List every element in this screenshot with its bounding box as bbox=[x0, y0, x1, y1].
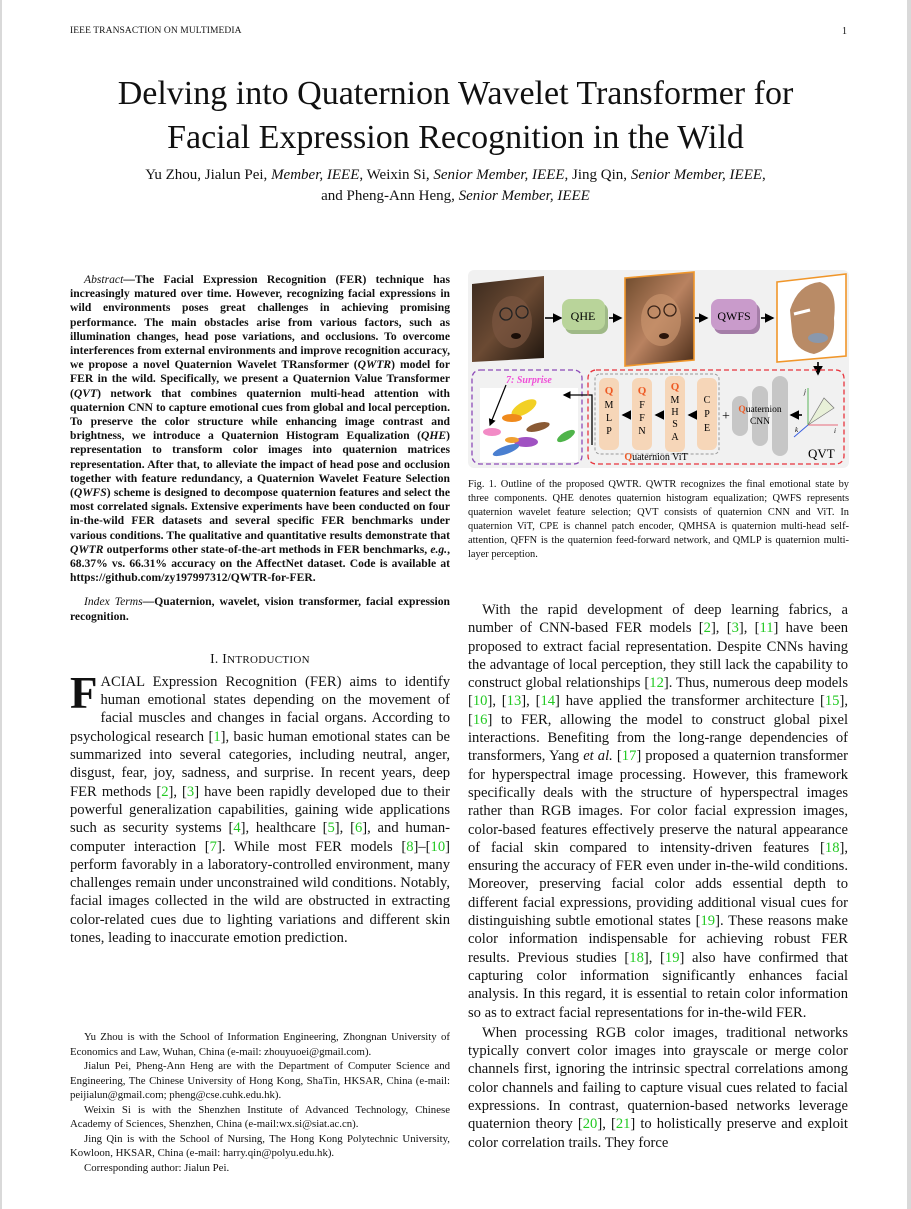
index-terms bbox=[70, 595, 450, 623]
cpe-block bbox=[697, 378, 717, 450]
footnote: Jing Qin is with the School of Nursing, The Hong Kong Polytechnic University, Kowloon, HKSAR, China (e-mail: harry.qin@polyu.edu.hk). bbox=[70, 1132, 450, 1159]
abstract-text: ) representation to transform color images into quaternion matrices representation. After that, to alleviate the impact of head pose and occlusion together with feature redundancy, a Quaternion Wavelet Feature Selection ( bbox=[70, 429, 450, 500]
citation-link[interactable]: 8 bbox=[406, 838, 414, 855]
footnote: Jialun Pei, Pheng-Ann Heng are with the Department of Computer Science and Engineering, The Chinese University of Hong Kong, ShaTin, HKSAR, China (e-mail: peijialun@gmail.com; pheng@cse.cuhk.edu.hk). bbox=[70, 1060, 450, 1101]
section-numeral: I. bbox=[210, 650, 223, 666]
qffn-block bbox=[632, 378, 652, 450]
tsne-plot bbox=[480, 388, 578, 462]
footnote: Corresponding author: Jialun Pei. bbox=[84, 1161, 230, 1174]
figure-1 bbox=[468, 270, 849, 468]
body-text: ], healthcare [ bbox=[240, 820, 328, 837]
body-text: ] have been rapidly developed due to their powerful generalization capabilities, gaining wide applications such as security systems [ bbox=[70, 783, 450, 837]
body-text: [ bbox=[612, 748, 622, 765]
axis-label: k bbox=[795, 426, 799, 434]
paper-title bbox=[0, 72, 911, 160]
qwtr-architecture-diagram bbox=[468, 270, 849, 468]
citation-link[interactable]: 3 bbox=[731, 620, 739, 637]
citation-link[interactable]: 15 bbox=[824, 693, 840, 710]
abstract-text: ) model for FER in the wild. Specifically, we present a Quaternion Value Transformer ( bbox=[70, 358, 450, 400]
block-letter: M bbox=[604, 400, 614, 411]
citation-link[interactable]: 21 bbox=[615, 1116, 631, 1133]
author-names: , Weixin Si, bbox=[359, 167, 434, 183]
body-text: ], and human-computer interaction [ bbox=[70, 820, 450, 855]
enhanced-face-image bbox=[625, 272, 694, 366]
citation-link[interactable]: 19 bbox=[700, 913, 716, 930]
author-role: Senior Member, IEEE bbox=[630, 167, 763, 183]
body-text: When processing RGB color images, traditional networks typically convert color images into grayscale or merge color channels first, ignoring the intrinsic spectral correlations among color channels and failing to capture visual cues related to facial expressions. In contrast, quaternion-based networks leverage quaternion theory [ bbox=[468, 1024, 848, 1133]
citation-link[interactable]: 14 bbox=[540, 693, 556, 710]
block-letter: L bbox=[605, 413, 613, 424]
figure-caption: Fig. 1. Outline of the proposed QWTR. QWTR recognizes the final emotional state by three components. QHE denotes quaternion histogram equalization; QWFS represents quaternion wavelet feature selection; QVT consists of quaternion CNN and ViT. In quaternion ViT, CPE is channel patch encoder, QMHSA is quaternion multi-head self-attention, QFFN is the quaternion feed-forward network, and QMLP is quaternion multi-layer perception. bbox=[468, 479, 849, 561]
citation-link[interactable]: 3 bbox=[186, 783, 195, 800]
body-text: ACIAL Expression Recognition (FER) aims to identify human emotional states depending on the movement of facial muscles and changes in facial organs. According to psychological research [ bbox=[70, 673, 450, 745]
abstract-label: Abstract bbox=[84, 273, 124, 286]
q-letter: Q bbox=[670, 381, 680, 393]
abstract-term: e.g. bbox=[430, 542, 448, 556]
qmhsa-block bbox=[665, 376, 685, 452]
body-text: ], [ bbox=[738, 620, 760, 637]
footnote: Yu Zhou is with the School of Information Engineering, Zhongnan University of Economics and Law, Wuhan, China (e-mail: zhouyuoei@gmail.com). bbox=[70, 1031, 450, 1058]
running-head: IEEE TRANSACTION ON MULTIMEDIA bbox=[70, 26, 242, 36]
body-text: ], [ bbox=[521, 693, 541, 710]
intro-paragraph-3 bbox=[468, 1024, 848, 1152]
qwfs-label: QWFS bbox=[717, 309, 751, 323]
section-heading-introduction bbox=[70, 651, 450, 667]
citation-link[interactable]: 2 bbox=[161, 783, 169, 800]
author-role: Senior Member, IEEE bbox=[458, 188, 590, 204]
block-letter: S bbox=[672, 419, 678, 430]
citation-link[interactable]: 1 bbox=[213, 728, 221, 745]
plus-sign: + bbox=[722, 409, 730, 424]
index-terms-text: —Quaternion, wavelet, vision transformer, facial expression recognition. bbox=[70, 595, 450, 623]
right-column bbox=[468, 601, 848, 1152]
citation-link[interactable]: 6 bbox=[354, 820, 363, 837]
body-text: ], [ bbox=[468, 693, 848, 728]
block-letter: F bbox=[639, 413, 645, 424]
cnn-label: CNN bbox=[749, 417, 771, 427]
abstract-text: ) scheme is designed to decompose quaternion features and select the most correlated signals. Extensive experiments have been conducted on four in-the-wild FER datasets and several specific FER benchmarks under various conditions. The qualitative and quantitative results demonstrate that bbox=[70, 486, 450, 542]
citation-link[interactable]: 7 bbox=[209, 838, 217, 855]
body-text: ] have been proposed to extract facial representation. Despite CNNs having the advantage of local perception, they still lack the capability to construct global relationships [ bbox=[468, 620, 848, 692]
body-text: ], basic human emotional states can be summarized into several categories, including neutral, anger, disgust, fear, joy, sadness, and surprise. In recent years, deep FER methods [ bbox=[70, 728, 450, 800]
author-role: Member, IEEE bbox=[271, 167, 360, 183]
citation-link[interactable]: 4 bbox=[233, 820, 241, 837]
citation-link[interactable]: 12 bbox=[649, 675, 664, 692]
abstract bbox=[70, 273, 450, 585]
block-letter: A bbox=[671, 432, 679, 443]
abstract-text: outperforms other state-of-the-art methods in FER benchmarks, bbox=[103, 542, 431, 556]
body-text: ] perform favorably in a laboratory-controlled environment, many challenges remain under unconstrained wild conditions. Notably, facial images collected in the wild are obstructed in extracting color-related cues due to lighting variations and different skin tones, leading to inaccurate emotion prediction. bbox=[70, 838, 451, 947]
body-text-italic: et al. bbox=[583, 748, 613, 765]
abstract-term: QWTR bbox=[357, 358, 392, 372]
footnote: Weixin Si is with the Shenzhen Institute of Advanced Technology, Chinese Academy of Sciences, Shenzhen, China (e-mail:wx.si@siat.ac.cn). bbox=[70, 1103, 450, 1130]
abstract-text: , 68.37% vs. 66.31% accuracy on the AffectNet dataset. Code is available at https://github.com/zy197997312/QWTR-for-FER. bbox=[70, 542, 450, 585]
intro-paragraph-1 bbox=[70, 667, 451, 947]
block-letter: H bbox=[671, 407, 679, 418]
author-list bbox=[60, 165, 851, 207]
body-text: ] have applied the transformer architecture [ bbox=[555, 693, 825, 710]
citation-link[interactable]: 20 bbox=[582, 1116, 598, 1133]
page-number: 1 bbox=[842, 26, 847, 37]
citation-link[interactable]: 16 bbox=[472, 711, 488, 728]
selected-features-image bbox=[777, 274, 846, 362]
citation-link[interactable]: 19 bbox=[664, 949, 680, 966]
block-letter: E bbox=[703, 423, 711, 434]
abstract-text: ) network that combines quaternion multi-head attention with quaternion CNN to capture emotional cues from global and local perception. To preserve the color structure while enhancing image contrast and brightness, we introduce a Quaternion Histogram Equalization ( bbox=[70, 386, 450, 443]
section-smallcaps: NTRODUCTION bbox=[227, 653, 310, 666]
body-text: ], [ bbox=[710, 620, 732, 637]
index-terms-label: Index Terms bbox=[84, 595, 143, 609]
author-role: Senior Member, IEEE bbox=[433, 167, 565, 183]
block-letter: F bbox=[639, 400, 645, 411]
quaternion-cnn-block bbox=[732, 376, 788, 456]
q-letter: Q bbox=[604, 385, 614, 397]
axis-label: j bbox=[804, 388, 806, 396]
body-text: ], [ bbox=[334, 820, 355, 837]
abstract-text: —The Facial Expression Recognition (FER) technique has increasingly matured over time. However, recognizing facial expressions in wild environments poses great challenges in achieving promising performance. The main obstacles arise from various factors, such as illumination changes, head pose variations, and occlusions. To overcome interferences from external environments and improve recognition accuracy, we propose a novel Quaternion Wavelet TRansformer ( bbox=[70, 273, 450, 372]
body-text: ]. While most FER models [ bbox=[216, 838, 407, 855]
axis-label: i bbox=[834, 427, 836, 435]
block-letter: P bbox=[704, 409, 710, 420]
citation-link[interactable]: 5 bbox=[327, 820, 335, 837]
citation-link[interactable]: 11 bbox=[759, 620, 774, 637]
body-text: ], [ bbox=[643, 949, 665, 966]
body-text: ] also have confirmed that capturing color information significantly enhances facial analysis. In this regard, it is essential to retain color information so as to extract facial representations for in-the-wild FER. bbox=[468, 949, 848, 1021]
body-text: ]–[ bbox=[413, 838, 431, 855]
qhe-label: QHE bbox=[570, 309, 596, 323]
title-line-2: Facial Expression Recognition in the Wild bbox=[167, 119, 744, 156]
quaternion-vit-label: Quaternion ViT bbox=[624, 452, 688, 463]
qwfs-block bbox=[711, 299, 760, 334]
quaternion-axes-icon bbox=[794, 388, 838, 437]
block-letter: P bbox=[606, 426, 612, 437]
abstract-term: QWFS bbox=[73, 486, 107, 500]
block-letter: M bbox=[670, 395, 680, 406]
q-letter: Q bbox=[637, 385, 647, 397]
left-column bbox=[70, 273, 450, 947]
body-text: ] to holistically preserve and exploit color correlation trails. They force bbox=[468, 1116, 848, 1151]
qmlp-block bbox=[599, 378, 619, 450]
section-cap: I bbox=[222, 650, 228, 666]
body-text: ], [ bbox=[487, 693, 507, 710]
citation-link[interactable]: 18 bbox=[824, 839, 840, 856]
quaternion-cnn-label: Quaternion bbox=[738, 405, 782, 415]
citation-link[interactable]: 13 bbox=[506, 693, 522, 710]
body-text: With the rapid development of deep learning fabrics, a number of CNN-based FER models [ bbox=[468, 602, 848, 637]
intro-paragraph-2 bbox=[468, 601, 848, 1022]
author-names: and Pheng-Ann Heng, bbox=[321, 188, 459, 204]
body-text: ] to FER, allowing the model to construct global pixel interactions. Benefiting from the long-range dependencies of transformers, Yang bbox=[468, 711, 848, 765]
block-letter: C bbox=[703, 395, 711, 406]
citation-link[interactable]: 2 bbox=[703, 620, 711, 637]
title-line-1: Delving into Quaternion Wavelet Transformer for bbox=[117, 75, 794, 112]
qhe-block bbox=[562, 299, 608, 334]
citation-link[interactable]: 18 bbox=[629, 949, 644, 966]
author-names: , Jing Qin, bbox=[564, 167, 631, 183]
author-names: Yu Zhou, Jialun Pei, bbox=[145, 167, 272, 183]
body-text: ], ensuring the accuracy of FER even under in-the-wild conditions. Moreover, preserving facial color adds essential depth to different facial expressions, providing additional visual cues for distinguishing subtle emotional states [ bbox=[468, 839, 848, 930]
page-edge-left bbox=[0, 0, 2, 1209]
abstract-term: QVT bbox=[73, 386, 98, 400]
body-text: ]. Thus, numerous deep models [ bbox=[468, 675, 848, 710]
prediction-label: 7: Surprise bbox=[506, 375, 552, 386]
page-edge-right bbox=[907, 0, 911, 1209]
citation-link[interactable]: 17 bbox=[621, 748, 637, 765]
qvt-label: QVT bbox=[808, 446, 835, 461]
block-letter: N bbox=[638, 426, 646, 437]
drop-cap: F bbox=[70, 667, 98, 718]
abstract-term: QHE bbox=[421, 429, 447, 443]
body-text: ], [ bbox=[597, 1116, 616, 1133]
author-footnotes bbox=[70, 1030, 450, 1175]
author-sep: , bbox=[762, 167, 766, 183]
body-text: ], [ bbox=[168, 783, 187, 800]
citation-link[interactable]: 10 bbox=[472, 693, 488, 710]
body-text: ] proposed a quaternion transformer for hyperspectral image processing. However, this framework specifically deals with the structure of hyperspectral images rather than RGB images. For color facial expression images, color-based features effectively preserve the natural appearance of facial skin compared to intensity-driven features [ bbox=[468, 748, 849, 856]
citation-link[interactable]: 10 bbox=[430, 838, 446, 855]
abstract-term: QWTR bbox=[70, 542, 104, 556]
body-text: ]. These reasons make color information indispensable for achieving robust FER results. Previous studies [ bbox=[468, 913, 849, 966]
input-face-image bbox=[472, 276, 544, 362]
